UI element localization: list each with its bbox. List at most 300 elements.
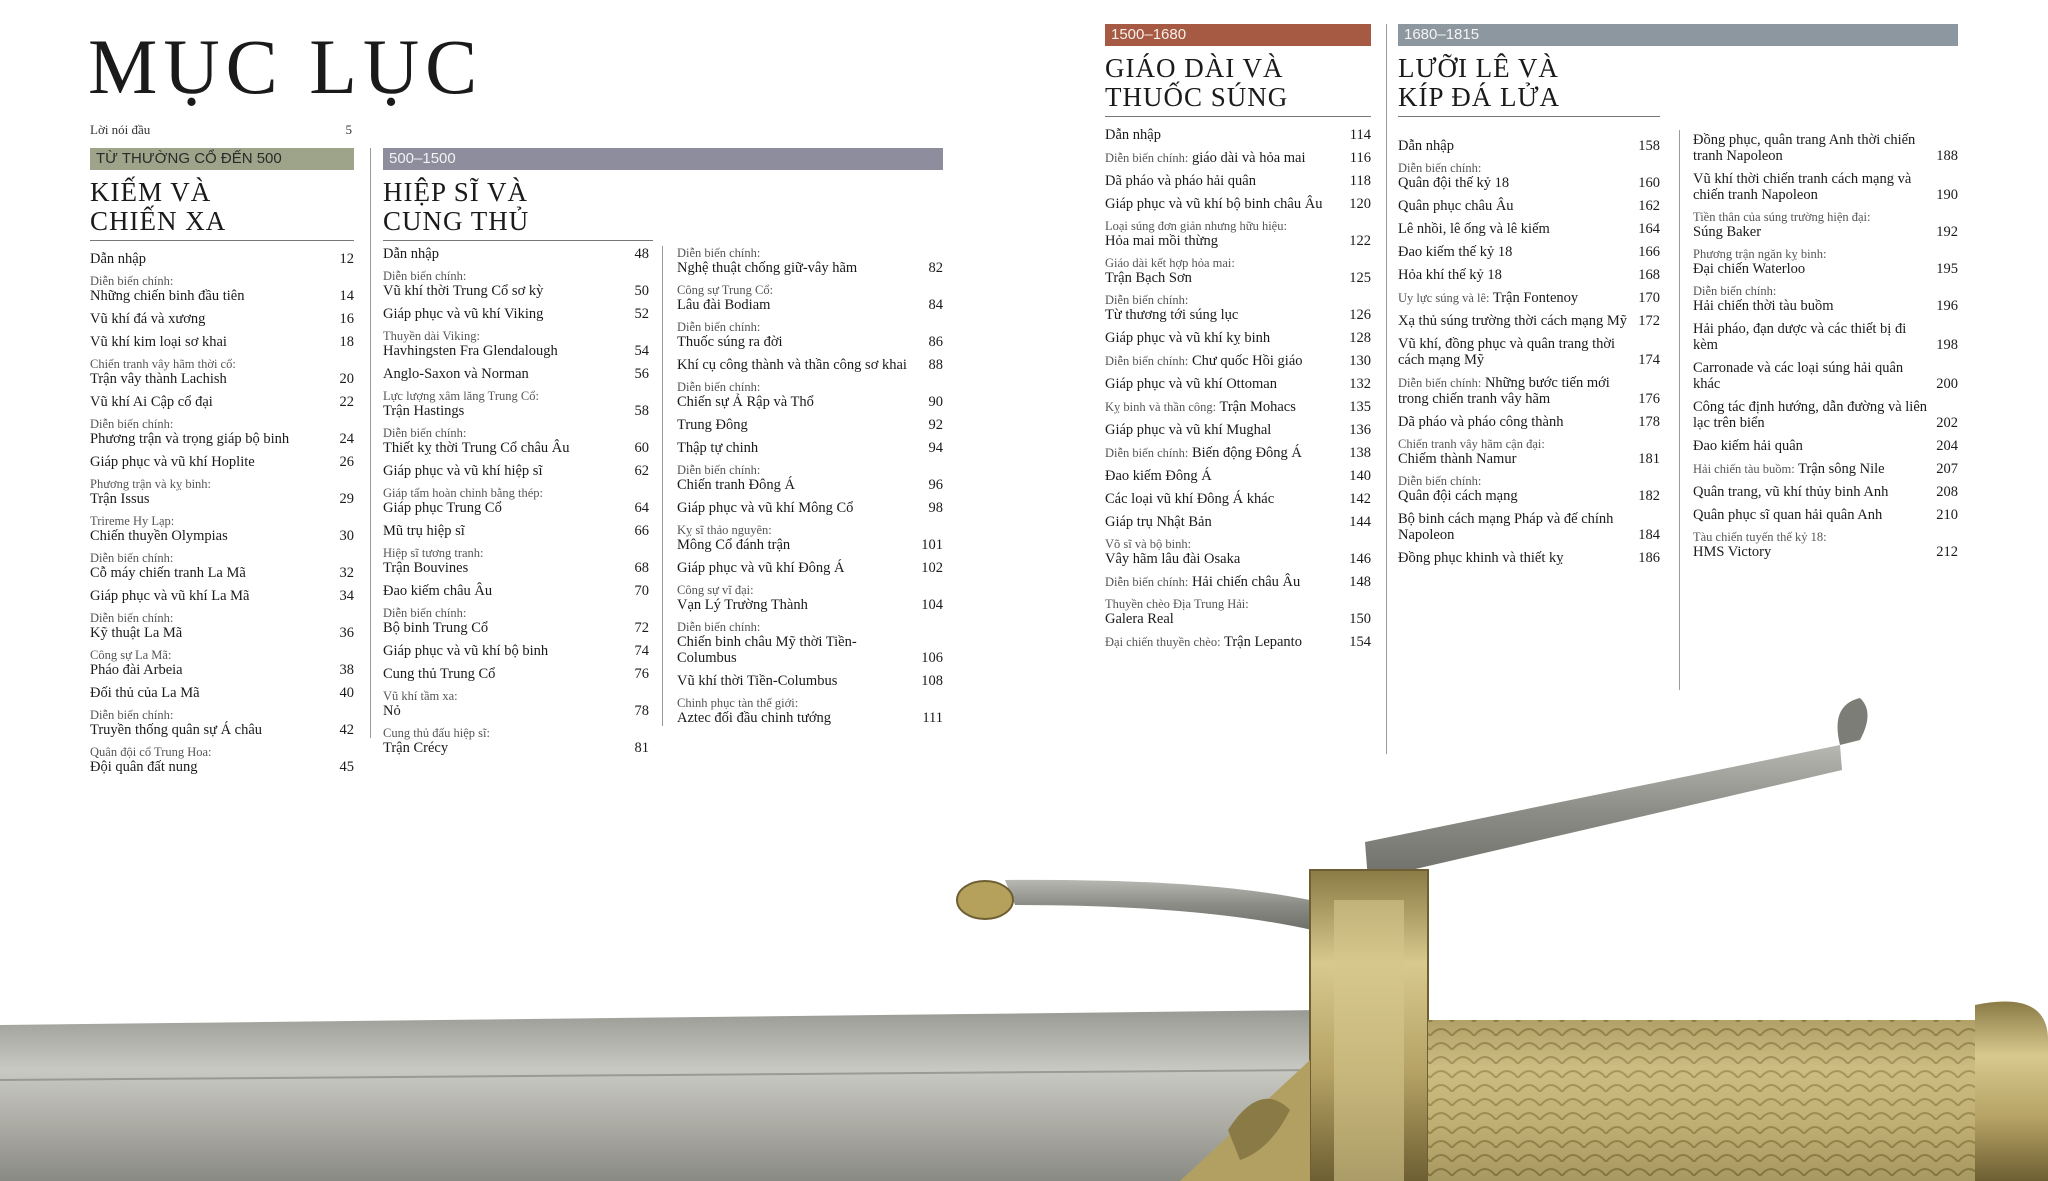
toc-entry[interactable] [1693, 438, 1958, 454]
entry-page: 158 [1638, 138, 1660, 154]
toc-entry[interactable] [383, 269, 649, 299]
toc-entry[interactable] [1693, 284, 1958, 314]
entry-title [1105, 491, 1349, 507]
entry-page: 148 [1349, 574, 1371, 590]
toc-entry[interactable] [90, 648, 354, 678]
toc-entry[interactable] [1105, 150, 1371, 166]
toc-entry[interactable] [90, 334, 354, 350]
toc-entry[interactable] [677, 500, 943, 516]
toc-entry[interactable] [677, 283, 943, 313]
entry-title [90, 417, 340, 447]
toc-entry[interactable] [677, 673, 943, 689]
toc-entry[interactable] [677, 357, 943, 373]
toc-entry[interactable] [1105, 514, 1371, 530]
entry-text: Giáp trụ Nhật Bản [1105, 514, 1212, 530]
entry-page: 204 [1936, 438, 1958, 454]
entry-text: Đội quân đất nung [90, 759, 198, 775]
entry-text: Súng Baker [1693, 224, 1762, 240]
entry-page: 132 [1349, 376, 1371, 392]
entry-page: 168 [1638, 267, 1660, 283]
entry-page: 198 [1936, 337, 1958, 353]
entry-page: 32 [339, 565, 354, 581]
toc-entry[interactable] [90, 685, 354, 701]
toc-entry[interactable] [383, 726, 649, 756]
toc-entry[interactable] [383, 426, 649, 456]
entry-text: Galera Real [1105, 611, 1174, 627]
entry-text: Nghệ thuật chống giữ-vây hãm [677, 260, 858, 276]
entry-text: Cung thủ Trung Cổ [383, 666, 496, 682]
entry-page: 164 [1638, 221, 1660, 237]
entry-text: Quân phục châu Âu [1398, 198, 1514, 214]
entry-text: Quân trang, vũ khí thủy binh Anh [1693, 484, 1889, 500]
section-title [1105, 54, 1371, 117]
entry-page: 190 [1936, 187, 1958, 203]
entry-text: Truyền thống quân sự Á châu [90, 722, 263, 738]
entry-page: 176 [1638, 391, 1660, 407]
entry-kicker: Cung thủ đấu hiệp sĩ: [383, 726, 490, 740]
preface-entry[interactable] [90, 122, 352, 138]
entry-title [677, 320, 929, 350]
entry-title [1105, 150, 1350, 166]
entry-kicker: Kỵ binh và thần công: [1105, 400, 1217, 414]
entry-page: 212 [1936, 544, 1958, 560]
entry-page: 24 [339, 431, 354, 447]
toc-entry[interactable] [1398, 198, 1660, 214]
section-bayonet-flintlock [1398, 24, 1958, 127]
toc-entry[interactable] [1105, 173, 1371, 189]
section-medieval-list-b [677, 246, 943, 733]
era-band: TỪ THƯỜNG CỔ ĐẾN 500 [90, 148, 354, 170]
entry-text: Giáp phục và vũ khí bộ binh [383, 643, 549, 659]
entry-text: Chiến thuyền Olympias [90, 528, 228, 544]
entry-title [1105, 376, 1349, 392]
toc-entry[interactable] [1398, 138, 1660, 154]
toc-entry[interactable] [1105, 422, 1371, 438]
entry-text: Vũ khí kim loại sơ khai [90, 334, 227, 350]
toc-entry[interactable] [383, 606, 649, 636]
entry-text: Quân đội thế kỷ 18 [1398, 175, 1510, 191]
column-divider [370, 148, 371, 738]
entry-page: 106 [921, 650, 943, 666]
entry-title [90, 514, 340, 544]
entry-page: 16 [339, 311, 354, 327]
entry-title [677, 440, 929, 456]
entry-title [1105, 293, 1349, 323]
entry-page: 184 [1638, 527, 1660, 543]
toc-entry[interactable] [1105, 399, 1371, 415]
toc-entry[interactable] [677, 417, 943, 433]
entry-text: Chiếm thành Namur [1398, 451, 1517, 467]
entry-page: 42 [339, 722, 354, 738]
entry-title [1693, 360, 1936, 392]
toc-entry[interactable] [90, 514, 354, 544]
entry-page: 92 [928, 417, 943, 433]
entry-text: Lê nhồi, lê ống và lê kiếm [1398, 221, 1550, 237]
entry-title [1105, 514, 1349, 530]
entry-title [90, 311, 340, 327]
entry-title [677, 696, 922, 726]
toc-entry[interactable] [90, 274, 354, 304]
entry-kicker: Vũ khí tầm xa: [383, 689, 458, 703]
entry-text: Vũ khí đá và xương [90, 311, 206, 327]
entry-kicker: Diễn biến chính: [1398, 161, 1482, 175]
section-bayonet-list-a [1398, 138, 1660, 573]
entry-text: Đao kiếm thế kỷ 18 [1398, 244, 1513, 260]
column-divider [1386, 24, 1387, 754]
entry-text: Vũ khí thời Trung Cổ sơ kỳ [383, 283, 544, 299]
entry-kicker: Diễn biến chính: [677, 620, 761, 634]
toc-entry[interactable] [90, 551, 354, 581]
toc-entry[interactable] [90, 251, 354, 267]
entry-page: 45 [339, 759, 354, 775]
entry-text: Giáp phục và vũ khí Ottoman [1105, 376, 1277, 392]
section-title-line: KÍP ĐÁ LỬA [1398, 82, 1560, 112]
toc-entry[interactable] [383, 329, 649, 359]
section-ancient [90, 148, 354, 782]
entry-title [1398, 290, 1638, 306]
toc-entry[interactable] [1693, 530, 1958, 560]
entry-title [677, 463, 929, 493]
entry-page: 154 [1349, 634, 1371, 650]
toc-entry[interactable] [383, 246, 649, 262]
entry-text: Bộ binh cách mạng Pháp và đế chính Napoleon [1398, 511, 1614, 543]
entry-text: Vũ khí thời chiến tranh cách mạng và chiến tranh Napoleon [1693, 171, 1912, 203]
entry-text: Đao kiếm châu Âu [383, 583, 493, 599]
entry-title [1398, 161, 1638, 191]
entry-text: Quân đội cách mạng [1398, 488, 1518, 504]
toc-entry[interactable] [383, 389, 649, 419]
entry-text: Giáp phục và vũ khí kỵ binh [1105, 330, 1271, 346]
toc-entry[interactable] [1693, 484, 1958, 500]
entry-text: Những chiến binh đầu tiên [90, 288, 245, 304]
toc-entry[interactable] [90, 708, 354, 738]
entry-text: Giáp phục và vũ khí hiệp sĩ [383, 463, 543, 479]
entry-page: 86 [928, 334, 943, 350]
section-medieval-list-a [383, 246, 649, 763]
toc-entry[interactable] [383, 523, 649, 539]
toc-entry[interactable] [1398, 474, 1660, 504]
toc-entry[interactable] [1398, 550, 1660, 566]
toc-entry[interactable] [383, 463, 649, 479]
entry-page: 36 [339, 625, 354, 641]
entry-page: 81 [634, 740, 649, 756]
entry-text: Đao kiếm Đông Á [1105, 468, 1212, 484]
toc-entry[interactable] [677, 246, 943, 276]
toc-entry[interactable] [677, 620, 943, 666]
entry-kicker: Công sự vĩ đại: [677, 583, 754, 597]
toc-entry[interactable] [1105, 634, 1371, 650]
toc-entry[interactable] [1693, 132, 1958, 164]
entry-title [1398, 138, 1638, 154]
entry-page: 70 [634, 583, 649, 599]
entry-text: Aztec đối đầu chinh tướng [677, 710, 832, 726]
toc-entry[interactable] [1693, 321, 1958, 353]
toc-entry[interactable] [1398, 221, 1660, 237]
entry-page: 34 [339, 588, 354, 604]
entry-page: 144 [1349, 514, 1371, 530]
entry-page: 108 [921, 673, 943, 689]
entry-text: Phương trận và trọng giáp bộ binh [90, 431, 290, 447]
entry-text: Thập tự chinh [677, 440, 759, 456]
entry-title [1398, 244, 1638, 260]
entry-page: 120 [1349, 196, 1371, 212]
toc-entry[interactable] [1398, 336, 1660, 368]
entry-kicker: Diễn biến chính: [383, 426, 467, 440]
entry-title [1105, 597, 1349, 627]
entry-page: 14 [339, 288, 354, 304]
toc-entry[interactable] [1105, 597, 1371, 627]
entry-title [1398, 511, 1638, 543]
section-title-line: THUỐC SÚNG [1105, 82, 1289, 112]
entry-title [1398, 221, 1638, 237]
entry-page: 150 [1349, 611, 1371, 627]
toc-entry[interactable] [677, 463, 943, 493]
toc-entry[interactable] [677, 380, 943, 410]
toc-entry[interactable] [90, 357, 354, 387]
entry-text: Hải chiến châu Âu [1191, 574, 1301, 590]
entry-title [383, 666, 635, 682]
entry-page: 29 [339, 491, 354, 507]
entry-text: Trận vây thành Lachish [90, 371, 227, 387]
entry-title [1398, 437, 1638, 467]
entry-kicker: Lực lượng xâm lăng Trung Cổ: [383, 389, 539, 403]
toc-list [1693, 132, 1958, 560]
toc-entry[interactable] [677, 440, 943, 456]
toc-entry[interactable] [1105, 219, 1371, 249]
entry-text: Giáp phục và vũ khí Đông Á [677, 560, 845, 576]
entry-page: 118 [1349, 173, 1371, 189]
entry-title [383, 726, 635, 756]
entry-text: Đồng phục, quân trang Anh thời chiến tranh Napoleon [1693, 132, 1916, 164]
toc-list [90, 251, 354, 775]
entry-kicker: Diễn biến chính: [1105, 446, 1189, 460]
entry-title [1693, 210, 1936, 240]
toc-entry[interactable] [90, 311, 354, 327]
entry-text: Giáp phục và vũ khí Mông Cổ [677, 500, 854, 516]
entry-title [1693, 438, 1936, 454]
toc-entry[interactable] [1105, 127, 1371, 143]
entry-page: 172 [1638, 313, 1660, 329]
entry-title [1398, 313, 1638, 329]
entry-page: 48 [634, 246, 649, 262]
toc-entry[interactable] [1398, 244, 1660, 260]
toc-entry[interactable] [1693, 507, 1958, 523]
toc-entry[interactable] [1693, 399, 1958, 431]
entry-kicker: Loại súng đơn giản nhưng hữu hiệu: [1105, 219, 1287, 233]
entry-text: Hỏa mai mồi thừng [1105, 233, 1218, 249]
toc-entry[interactable] [90, 394, 354, 410]
entry-title [1105, 256, 1349, 286]
entry-page: 200 [1936, 376, 1958, 392]
toc-entry[interactable] [677, 583, 943, 613]
entry-page: 207 [1936, 461, 1958, 477]
entry-kicker: Diễn biến chính: [90, 274, 174, 288]
toc-entry[interactable] [1693, 360, 1958, 392]
entry-title [1105, 445, 1349, 461]
entry-page: 94 [928, 440, 943, 456]
toc-entry[interactable] [383, 486, 649, 516]
toc-entry[interactable] [383, 583, 649, 599]
toc-entry[interactable] [90, 477, 354, 507]
toc-entry[interactable] [1398, 290, 1660, 306]
toc-entry[interactable] [1105, 196, 1371, 212]
toc-entry[interactable] [90, 417, 354, 447]
section-title-line: HIỆP SĨ VÀ [383, 177, 529, 207]
entry-title [383, 463, 635, 479]
entry-page: 26 [339, 454, 354, 470]
entry-kicker: Tiền thân của súng trường hiện đại: [1693, 210, 1871, 224]
toc-entry[interactable] [1105, 330, 1371, 346]
entry-text: Trận Mohacs [1219, 399, 1296, 415]
entry-text: Giáp phục và vũ khí La Mã [90, 588, 250, 604]
entry-page: 182 [1638, 488, 1660, 504]
toc-entry[interactable] [90, 745, 354, 775]
toc-entry[interactable] [1693, 461, 1958, 477]
entry-text: Vũ khí thời Tiền-Columbus [677, 673, 838, 689]
entry-text: Trận Lepanto [1223, 634, 1302, 650]
entry-kicker: Diễn biến chính: [1105, 354, 1189, 368]
toc-entry[interactable] [1105, 445, 1371, 461]
toc-entry[interactable] [1105, 293, 1371, 323]
entry-title [90, 394, 340, 410]
toc-entry[interactable] [1398, 313, 1660, 329]
toc-entry[interactable] [383, 689, 649, 719]
entry-title [1105, 127, 1350, 143]
entry-kicker: Công sự Trung Cổ: [677, 283, 774, 297]
toc-entry[interactable] [1105, 256, 1371, 286]
entry-text: Trận Bạch Sơn [1105, 270, 1192, 286]
entry-text: Mông Cổ đánh trận [677, 537, 791, 553]
toc-entry[interactable] [1398, 375, 1660, 407]
entry-title [677, 246, 929, 276]
entry-text: Giáp phục Trung Cổ [383, 500, 502, 516]
toc-entry[interactable] [677, 560, 943, 576]
toc-entry[interactable] [1398, 414, 1660, 430]
toc-entry[interactable] [1105, 353, 1371, 369]
entry-text: Dẫn nhập [1398, 138, 1454, 154]
toc-entry[interactable] [383, 666, 649, 682]
toc-entry[interactable] [1105, 537, 1371, 567]
toc-entry[interactable] [677, 696, 943, 726]
entry-text: Quân phục sĩ quan hải quân Anh [1693, 507, 1883, 523]
entry-text: HMS Victory [1693, 544, 1772, 560]
entry-page: 128 [1349, 330, 1371, 346]
toc-entry[interactable] [1105, 468, 1371, 484]
entry-page: 104 [921, 597, 943, 613]
toc-entry[interactable] [1105, 376, 1371, 392]
toc-entry[interactable] [1398, 511, 1660, 543]
entry-text: giáo dài và hỏa mai [1191, 150, 1306, 166]
entry-page: 192 [1936, 224, 1958, 240]
toc-entry[interactable] [1693, 171, 1958, 203]
entry-text: Đối thủ của La Mã [90, 685, 200, 701]
entry-title [1398, 414, 1638, 430]
entry-title [1693, 171, 1936, 203]
toc-entry[interactable] [1693, 247, 1958, 277]
entry-title [1105, 353, 1349, 369]
section-title [383, 178, 653, 241]
toc-entry[interactable] [383, 366, 649, 382]
toc-entry[interactable] [677, 523, 943, 553]
entry-text: Vạn Lý Trường Thành [677, 597, 808, 613]
toc-entry[interactable] [1105, 491, 1371, 507]
entry-page: 146 [1349, 551, 1371, 567]
entry-text: Giáp phục và vũ khí bộ binh châu Âu [1105, 196, 1323, 212]
toc-entry[interactable] [383, 306, 649, 322]
toc-entry[interactable] [90, 454, 354, 470]
section-medieval [383, 148, 943, 251]
entry-title [1105, 173, 1350, 189]
column-divider [1679, 130, 1680, 690]
toc-entry[interactable] [1693, 210, 1958, 240]
toc-entry[interactable] [90, 588, 354, 604]
section-title-line: KIẾM VÀ [90, 177, 212, 207]
toc-entry[interactable] [383, 643, 649, 659]
page-title: MỤC LỤC [88, 23, 484, 110]
entry-title [383, 486, 635, 516]
entry-title [1693, 321, 1936, 353]
entry-text: Cỗ máy chiến tranh La Mã [90, 565, 246, 581]
entry-text: Lâu đài Bodiam [677, 297, 771, 313]
era-band: 1500–1680 [1105, 24, 1371, 46]
entry-page: 82 [928, 260, 943, 276]
entry-kicker: Diễn biến chính: [383, 269, 467, 283]
entry-title [677, 380, 929, 410]
entry-title [1693, 461, 1936, 477]
entry-page: 74 [634, 643, 649, 659]
entry-text: Vũ khí, đồng phục và quân trang thời cách mạng Mỹ [1398, 336, 1616, 368]
entry-text: Trận Issus [90, 491, 150, 507]
entry-text: Nỏ [383, 703, 401, 719]
entry-page: 160 [1638, 175, 1660, 191]
entry-title [677, 283, 929, 313]
entry-title [90, 477, 340, 507]
entry-title [383, 329, 635, 359]
entry-kicker: Chiến tranh vây hãm cận đại: [1398, 437, 1545, 451]
toc-entry[interactable] [1398, 267, 1660, 283]
toc-entry[interactable] [1105, 574, 1371, 590]
entry-kicker: Diễn biến chính: [677, 320, 761, 334]
entry-kicker: Thuyền chèo Địa Trung Hải: [1105, 597, 1249, 611]
entry-title [1105, 330, 1349, 346]
entry-title [1105, 537, 1349, 567]
entry-text: Giáp phục và vũ khí Mughal [1105, 422, 1272, 438]
entry-page: 72 [634, 620, 649, 636]
entry-text: Đồng phục khinh và thiết kỵ [1398, 550, 1564, 566]
entry-page: 68 [634, 560, 649, 576]
entry-page: 130 [1349, 353, 1371, 369]
entry-page: 58 [634, 403, 649, 419]
entry-page: 166 [1638, 244, 1660, 260]
section-title-line: CUNG THỦ [383, 206, 530, 236]
entry-kicker: Diễn biến chính: [1105, 575, 1189, 589]
toc-entry[interactable] [677, 320, 943, 350]
entry-page: 140 [1349, 468, 1371, 484]
entry-text: Các loại vũ khí Đông Á khác [1105, 491, 1275, 507]
entry-text: Trận sông Nile [1798, 461, 1885, 477]
entry-text: Vây hãm lâu đài Osaka [1105, 551, 1241, 567]
toc-entry[interactable] [90, 611, 354, 641]
toc-entry[interactable] [1398, 161, 1660, 191]
entry-text: Công tác định hướng, dẫn đường và liên lạc trên biển [1693, 399, 1928, 431]
section-title [90, 178, 354, 241]
toc-entry[interactable] [1398, 437, 1660, 467]
entry-title [90, 251, 340, 267]
entry-title [677, 357, 929, 373]
entry-page: 78 [634, 703, 649, 719]
toc-entry[interactable] [383, 546, 649, 576]
entry-page: 202 [1936, 415, 1958, 431]
